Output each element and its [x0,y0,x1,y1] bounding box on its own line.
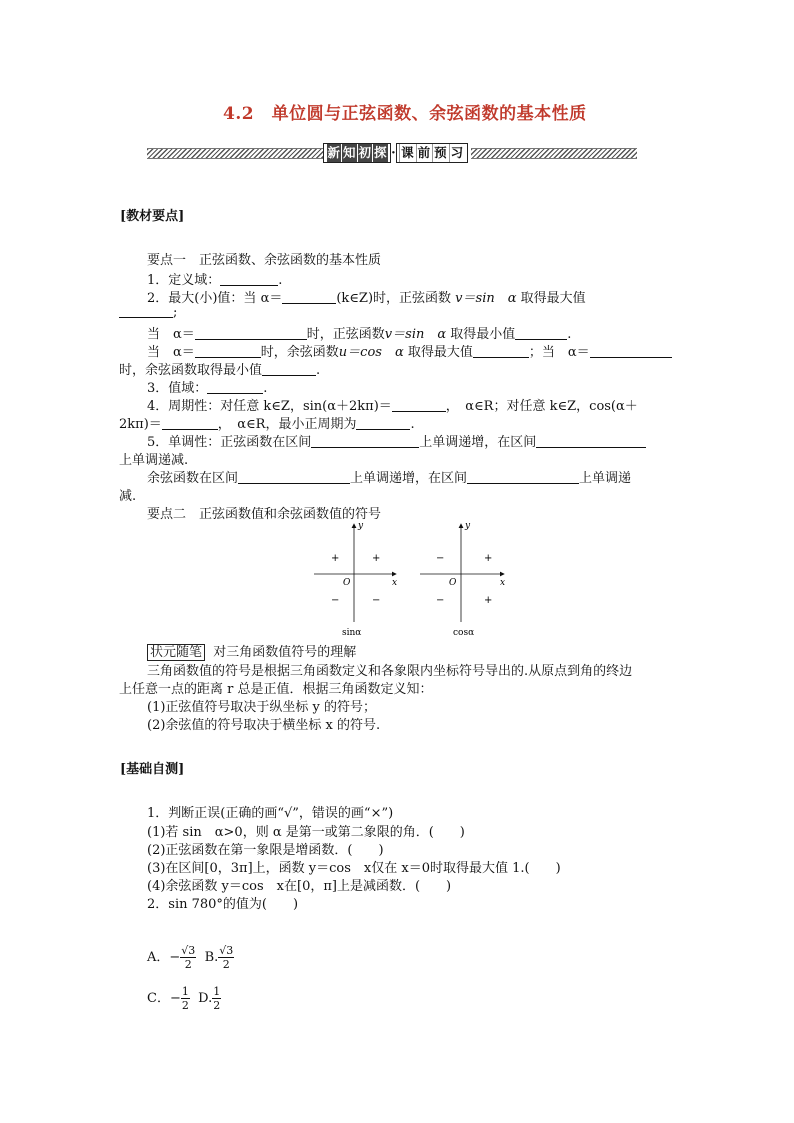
denominator: 2 [213,999,221,1012]
options-cd [147,985,221,1012]
answer-blank [515,327,567,340]
tip-point-1: (1)正弦值符号取决于纵坐标 y 的符号； [147,700,377,715]
numerator: 1 [213,985,221,998]
answer-blank [473,345,529,358]
banner-badge [323,143,468,163]
x-label: x [392,578,398,588]
quadrant-3-sign: − [331,595,340,606]
text: 上单调递增，在区间 [419,435,537,450]
text: . [316,363,321,378]
text: 1．定义域： [147,273,221,288]
denominator: 2 [181,999,189,1012]
text: . [263,381,268,396]
answer-blank [238,471,350,484]
quadrant-3-sign: − [436,595,445,606]
text: α＝ [260,291,283,306]
badge-char: 前 [417,145,431,160]
question-1-item-2: (2)正弦函数在第一象限是增函数．( ) [147,843,384,858]
text: 余弦函数在区间 [147,471,239,486]
answer-blank [119,305,173,318]
question-1-item-4: (4)余弦函数 y＝cos x在[0，π]上是减函数．( ) [147,879,452,894]
text: ， α∈R；对任意 [445,399,546,414]
y-label: y [358,521,364,531]
origin-label: O [449,578,457,588]
answer-blank [195,345,261,358]
sin-sign-diagram [314,521,397,638]
badge-char: 新 [327,145,341,160]
sign-diagrams [308,518,508,640]
tip-label: 状元随笔 [147,644,205,661]
option-c-label: C．− [147,991,181,1006]
quadrant-4-sign: + [484,595,493,606]
text: 时，正弦函数 [306,327,385,342]
option-d-fraction [212,985,221,1012]
text: 时，余弦函数取得最小值 [119,363,263,378]
text: 时，余弦函数 [260,345,339,360]
option-a-fraction [180,944,196,971]
text: v＝sin α [455,291,517,306]
text: ， α∈R，最小正周期为 [217,417,357,432]
caption: sinα [342,628,362,638]
answer-blank [262,363,316,376]
quadrant-2-sign: + [331,553,340,564]
text: 2．最大(小)值：当 [147,291,257,306]
badge-char: 课 [401,145,414,160]
text: 5．单调性：正弦函数在区间 [147,435,312,450]
text: . [410,417,415,432]
badge-char: 探 [374,145,387,160]
options-ab [147,944,234,971]
quadrant-2-sign: − [436,553,445,564]
numerator: √3 [181,944,196,957]
text: (k∈Z)时，正弦函数 [336,291,452,306]
text: 2kπ)＝ [119,417,162,432]
answer-blank [536,435,646,448]
caption: cosα [453,628,475,638]
text: . [278,273,283,288]
badge-separator: · [391,146,396,161]
text: 上单调递增，在区间 [350,471,468,486]
question-1-item-1: (1)若 sin α>0，则 α 是第一或第二象限的角．( ) [147,825,465,840]
tip-paragraph-2: 上任意一点的距离 r 总是正值．根据三角函数定义知： [119,682,433,697]
section-heading-key-points: [教材要点] [120,209,185,224]
quadrant-4-sign: − [372,595,381,606]
text: 4．周期性：对任意 [147,399,260,414]
point1-title: 要点一 正弦函数、余弦函数的基本性质 [147,253,382,268]
section-heading-self-test: [基础自测] [120,762,185,777]
y-label: y [465,521,471,531]
answer-blank [311,435,419,448]
banner-right-hatch [471,148,637,159]
denominator: 2 [222,958,230,971]
text: 上单调递 [579,471,632,486]
question-1-item-3: (3)在区间[0，3π]上，函数 y＝cos x仅在 x＝0时取得最大值 1.( ) [147,861,561,876]
text: u＝cos α [338,345,404,360]
option-c-fraction [181,985,190,1012]
text: 取得最小值 [450,327,516,342]
point2-title: 要点二 正弦函数值和余弦函数值的符号 [147,507,382,522]
badge-new-knowledge [323,143,391,163]
line-monotonic-cos [147,467,631,486]
answer-blank [392,399,446,412]
answer-blank [467,471,579,484]
text: k∈Z，sin(α＋2kπ)＝ [263,399,392,414]
quadrant-1-sign: + [372,553,381,564]
text: ；当 α＝ [528,345,590,360]
line-domain [147,269,282,288]
line-monotonic-cos-tail: 减. [119,489,137,504]
line-max-tail [119,305,177,320]
line-period-2 [119,413,415,432]
answer-blank [195,327,307,340]
tip-title: 对三角函数值符号的理解 [213,645,357,660]
question-1: 1．判断正误(正确的画“√”，错误的画“×”) [147,806,394,821]
option-a-label: A．− [147,950,181,965]
line-sin-min [147,323,571,342]
text: 取得最大值 [520,291,586,306]
line-monotonic-sin [147,431,646,450]
badge-char: 习 [450,145,464,160]
text: 3．值域： [147,381,208,396]
text: k∈Z，cos(α＋ [549,399,638,414]
badge-char: 知 [343,145,356,160]
answer-blank [356,417,410,430]
quadrant-1-sign: + [484,553,493,564]
option-b-fraction [218,944,234,971]
text: 当 α＝ [147,345,195,360]
answer-blank [220,273,278,286]
cos-sign-diagram [420,521,505,638]
banner-left-hatch [147,148,323,159]
answer-blank [207,381,263,394]
tip-heading [147,641,356,660]
option-d-label: D. [198,991,213,1006]
x-label: x [500,578,506,588]
line-range [147,377,267,396]
tip-point-2: (2)余弦值的符号取决于横坐标 x 的符号. [147,718,381,733]
badge-char: 预 [434,145,447,160]
page-title: 4.2 单位圆与正弦函数、余弦函数的基本性质 [223,104,587,124]
badge-char: 初 [358,145,372,160]
answer-blank [162,417,218,430]
numerator: √3 [219,944,234,957]
origin-label: O [343,578,351,588]
text: 取得最大值 [407,345,473,360]
line-cos-min [119,359,320,378]
numerator: 1 [181,985,189,998]
question-2: 2．sin 780°的值为( ) [147,897,299,912]
denominator: 2 [184,958,192,971]
line-period-1 [147,395,638,414]
text: ; [173,305,178,320]
badge-preview [396,143,468,163]
text: . [567,327,572,342]
line-monotonic-sin-tail: 上单调递减. [119,453,189,468]
answer-blank [282,291,336,304]
tip-paragraph-1: 三角函数值的符号是根据三角函数定义和各象限内坐标符号导出的.从原点到角的终边 [147,664,633,679]
line-cos-max [147,341,672,360]
text: v＝sin α [384,327,447,342]
text: 当 α＝ [147,327,195,342]
line-max-min [147,287,586,306]
answer-blank [590,345,672,358]
option-b-label: B. [204,950,219,965]
